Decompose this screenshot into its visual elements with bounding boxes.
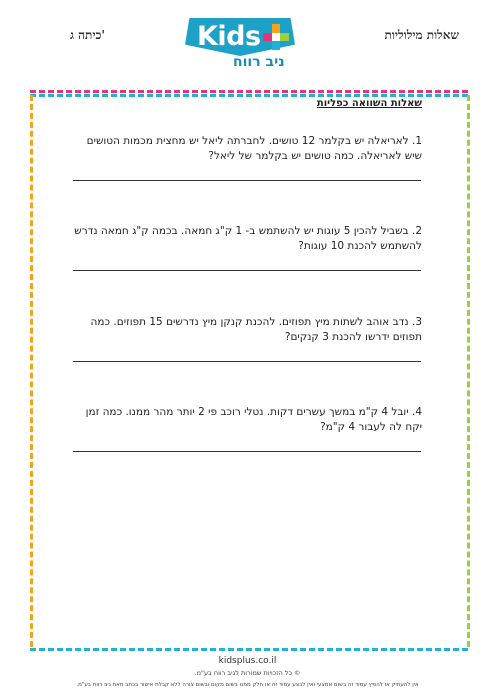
frame-bottom-border	[30, 648, 468, 651]
question-4: 4. יובל 4 ק"מ במשך עשרים דקות. נטלי רוכב פי 2 יותר מהר ממנו. כמה זמן יקח לה לעבור 4 ק"מ?	[85, 406, 422, 433]
grade-label: כיתה ג'	[70, 28, 106, 42]
logo-subtitle: ניב רווח	[233, 54, 285, 70]
frame-left-border	[30, 95, 33, 647]
worksheet-category: שאלות מילוליות	[384, 28, 459, 42]
answer-line-2	[73, 270, 421, 271]
footer-url: kidsplus.co.il	[218, 656, 277, 666]
question-2: 2. בשביל להכין 5 עוגות יש להשתמש ב- 1 ק"ג חמאה. בכמה ק"ג חמאה נדרש להשתמש להכנת 10 עוגות?	[74, 225, 422, 252]
answer-line-4	[73, 451, 421, 452]
answer-line-3	[73, 361, 421, 362]
worksheet-title: שאלות השוואה כפליות	[316, 98, 422, 109]
question-3: 3. נדב אוהב לשתות מיץ תפוזים. להכנת קנקן מיץ נדרשים 15 תפוזים. כמה תפוזים ידרשו להכנת 3 קנקים?	[90, 316, 422, 343]
footer-legal-notice: אין להעתיק או להפיץ עמוד זה בשום אמצעי ואין לבצע עמוד זה או חלק ממנו בשום מקום ובשום צורה ללא קבלת אישור בכתב מאת ניב רווח בע"מ.	[76, 682, 419, 688]
answer-line-1	[73, 180, 421, 181]
plus-icon	[263, 24, 289, 50]
frame-top-border-inner	[30, 94, 468, 97]
kids-logo	[185, 18, 305, 74]
frame-top-border	[30, 90, 468, 93]
question-1: 1. לאריאלה יש בקלמר 12 טושים. לחברתה ליאל יש מחצית מכמות הטושים שיש לאריאלה. כמה טושים יש בקלמר של ליאל?	[86, 135, 422, 162]
frame-right-border	[467, 95, 470, 647]
footer-copyright: © כל הזכויות שמורות לניב רווח בע"מ.	[194, 669, 301, 677]
logo-text: Kids	[197, 21, 261, 52]
